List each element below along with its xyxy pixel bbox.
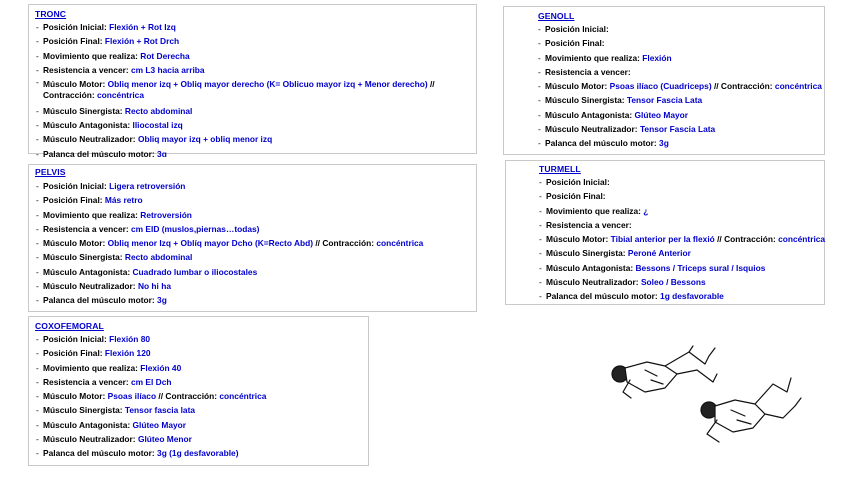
field-row <box>538 65 822 79</box>
field-row <box>36 361 366 375</box>
field-label: Palanca del músculo motor: <box>545 138 657 149</box>
field-row <box>36 49 472 63</box>
field-row <box>539 218 823 232</box>
field-label: Músculo Motor: <box>43 391 106 402</box>
field-label: Posición Final: <box>43 195 103 206</box>
field-row <box>36 332 366 346</box>
field-label: Resistencia a vencer: <box>545 66 631 77</box>
field-label: Músculo Neutralizador: <box>545 124 638 135</box>
section-turmell <box>505 160 825 305</box>
section-title-link[interactable]: TRONC <box>35 9 67 19</box>
field-label: Músculo Antagonista: <box>43 266 131 277</box>
field-value: Psoas ilíaco <box>107 391 157 402</box>
field-label: Movimiento que realiza: <box>43 362 138 373</box>
field-row <box>36 265 472 279</box>
field-value: ¿ <box>643 205 649 216</box>
field-value: 3g <box>659 138 669 149</box>
field-label: Músculo Motor: <box>546 234 609 245</box>
section-rows <box>538 22 822 151</box>
section-title-link[interactable]: PELVIS <box>35 167 66 177</box>
field-row <box>36 77 472 104</box>
field-value: Flexión + Rot Drch <box>104 36 180 47</box>
field-value: Bessons / Triceps sural / Isquios <box>635 262 766 273</box>
field-label: Músculo Neutralizador: <box>43 134 136 145</box>
contraction-label: // Contracción: <box>713 81 773 92</box>
field-value: Flexión 120 <box>104 348 151 359</box>
field-value: Cuadrado lumbar o iliocostales <box>132 266 258 277</box>
field-label: Músculo Motor: <box>545 81 608 92</box>
field-row <box>36 432 366 446</box>
field-label: Músculo Sinergista: <box>43 105 123 116</box>
field-label: Músculo Sinergista: <box>43 252 123 263</box>
field-label: Posición Inicial: <box>43 22 107 32</box>
field-row <box>539 232 826 246</box>
field-label: Palanca del músculo motor: <box>43 448 155 459</box>
field-label: Resistencia a vencer: <box>43 223 129 234</box>
field-label: Resistencia a vencer: <box>43 376 129 387</box>
contraction-label: // Contracción: <box>315 238 374 249</box>
field-value: Glúteo Mayor <box>634 109 689 120</box>
contraction-value: concéntrica <box>774 81 822 92</box>
field-value: cm L3 hacia arriba <box>131 64 205 75</box>
field-label: Músculo Antagonista: <box>545 109 633 120</box>
field-label: Músculo Antagonista: <box>546 262 634 273</box>
field-row <box>36 208 472 222</box>
field-value: Más retro <box>104 195 143 206</box>
field-row <box>538 136 822 150</box>
field-label: Posición Final: <box>545 38 605 49</box>
field-row <box>538 79 822 93</box>
section-genoll <box>503 6 825 155</box>
field-row <box>538 36 822 50</box>
field-value: Recto abdominal <box>124 252 193 263</box>
field-value: Tensor Fascia Lata <box>626 95 703 106</box>
field-row <box>539 275 823 289</box>
field-label: Resistencia a vencer: <box>546 219 632 230</box>
field-row <box>36 389 366 403</box>
crunch-exercise-illustration-icon <box>605 340 805 450</box>
field-row <box>36 147 472 161</box>
field-value: cm El Dch <box>131 376 172 387</box>
field-row <box>36 446 366 460</box>
section-title-link[interactable]: TURMELL <box>539 164 581 174</box>
field-label: Posición Inicial: <box>43 181 107 191</box>
section-rows <box>539 175 826 304</box>
field-value: Recto abdominal <box>124 105 193 116</box>
field-row <box>36 236 472 250</box>
section-rows <box>36 20 472 161</box>
field-label: Resistencia a vencer: <box>43 64 129 75</box>
field-value: Peroné Anterior <box>627 248 691 259</box>
contraction-label: // Contracción: <box>717 234 776 245</box>
contraction-value: concéntrica <box>778 234 826 245</box>
section-coxofemoral <box>28 316 369 466</box>
field-value: No hi ha <box>137 281 171 292</box>
field-row <box>36 418 366 432</box>
field-row <box>36 250 472 264</box>
field-row <box>539 261 823 275</box>
field-row <box>539 175 823 189</box>
field-row <box>36 293 472 307</box>
contraction-label: // Contracción: <box>158 391 218 402</box>
field-row <box>36 20 472 34</box>
field-label: Músculo Motor: <box>43 238 106 249</box>
field-row <box>36 34 472 48</box>
field-value: Flexión <box>642 52 672 63</box>
field-row <box>36 104 472 118</box>
field-row <box>36 346 366 360</box>
field-value: Tensor Fascia Lata <box>639 124 716 135</box>
field-label: Músculo Antagonista: <box>43 419 131 430</box>
field-row <box>538 22 822 36</box>
field-row <box>538 93 822 107</box>
field-value: cm EID (muslos,piernas…todas) <box>131 223 260 234</box>
field-label: Posición Inicial: <box>545 24 609 34</box>
field-row <box>36 375 366 389</box>
field-value: Flexión 40 <box>140 362 182 373</box>
field-value: Flexión + Rot Izq <box>109 22 176 32</box>
field-label: Posición Inicial: <box>546 177 610 187</box>
field-value: Tibial anterior per la flexió <box>610 234 715 245</box>
field-label: Posición Inicial: <box>43 334 107 344</box>
section-rows <box>36 179 472 308</box>
field-row <box>539 189 823 203</box>
field-label: Palanca del músculo motor: <box>546 291 658 302</box>
field-label: Músculo Sinergista: <box>546 248 626 259</box>
field-row <box>538 108 822 122</box>
field-value: Flexión 80 <box>109 334 151 344</box>
section-title-link[interactable]: GENOLL <box>538 11 575 21</box>
field-value: 3g <box>157 295 167 306</box>
field-row <box>36 279 472 293</box>
field-row <box>538 122 822 136</box>
field-label: Movimiento que realiza: <box>546 205 641 216</box>
field-row <box>36 179 472 193</box>
field-row <box>539 289 823 303</box>
field-label: Movimiento que realiza: <box>43 50 138 61</box>
field-value: Ligera retroversión <box>109 181 186 191</box>
field-label: Palanca del músculo motor: <box>43 295 155 306</box>
field-value: Obliq mayor izq + obliq menor izq <box>137 134 273 145</box>
field-label: Músculo Neutralizador: <box>546 277 639 288</box>
field-row <box>36 132 472 146</box>
field-label: Posición Final: <box>43 348 103 359</box>
field-row <box>36 222 472 236</box>
field-row <box>36 63 472 77</box>
field-value: Obliq menor izq + Obliq mayor derecho (K= Oblicuo mayor izq + Menor derecho) <box>107 79 428 90</box>
field-value: Obliq menor Izq + Oblíq mayor Dcho (K=Recto Abd) <box>107 238 314 249</box>
field-value: Psoas ilíaco (Cuadriceps) <box>609 81 712 92</box>
field-label: Músculo Neutralizador: <box>43 434 136 445</box>
section-title-link[interactable]: COXOFEMORAL <box>35 321 104 331</box>
contraction-value: concéntrica <box>376 238 424 249</box>
section-pelvis <box>28 164 477 312</box>
field-label: Posición Final: <box>43 36 103 47</box>
field-row <box>538 51 822 65</box>
section-tronc <box>28 4 477 159</box>
field-value: 3g (1g desfavorable) <box>157 448 239 459</box>
field-label: Músculo Sinergista: <box>545 95 625 106</box>
field-value: 1g desfavorable <box>660 291 724 302</box>
field-value: Retroversión <box>140 209 192 220</box>
contraction-value: concéntrica <box>96 90 144 101</box>
field-label: Músculo Antagonista: <box>43 120 131 131</box>
field-row <box>539 246 823 260</box>
field-label: Músculo Neutralizador: <box>43 281 136 292</box>
field-label: Palanca del músculo motor: <box>43 148 155 159</box>
field-row <box>36 118 472 132</box>
field-value: Glúteo Mayor <box>132 419 187 430</box>
field-value: Iliocostal izq <box>132 120 183 131</box>
field-value: Rot Derecha <box>140 50 190 61</box>
field-value: 3ɑ <box>157 148 167 159</box>
field-label: Movimiento que realiza: <box>545 52 640 63</box>
field-label: Músculo Sinergista: <box>43 405 123 416</box>
contraction-value: concéntrica <box>219 391 267 402</box>
field-value: Soleo / Bessons <box>640 277 706 288</box>
field-label: Posición Final: <box>546 191 606 202</box>
section-rows <box>36 332 366 461</box>
field-label: Músculo Motor: <box>43 79 106 90</box>
field-value: Tensor fascia lata <box>124 405 196 416</box>
field-label: Movimiento que realiza: <box>43 209 138 220</box>
field-row <box>36 193 472 207</box>
field-value: Glúteo Menor <box>137 434 192 445</box>
field-row <box>539 204 823 218</box>
contraction-label: // Contracción: <box>43 79 435 101</box>
field-row <box>36 403 366 417</box>
